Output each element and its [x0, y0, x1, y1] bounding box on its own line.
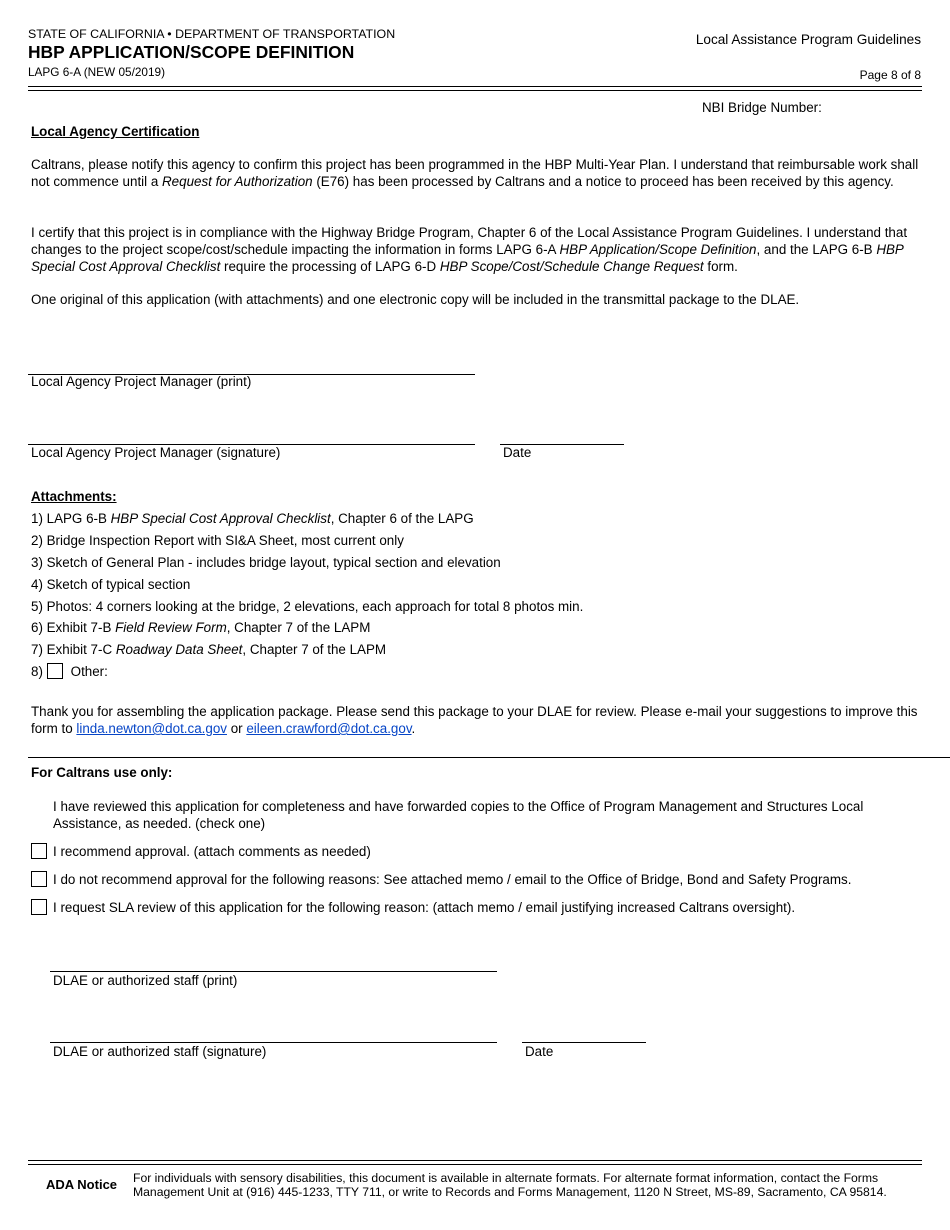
text-run: form.: [703, 259, 738, 274]
attachment-item: [31, 555, 501, 570]
text-run: (E76) has been processed by Caltrans and a notice to proceed has been received by this agency.: [312, 174, 894, 189]
form-title: HBP APPLICATION/SCOPE DEFINITION: [28, 42, 355, 62]
pm-date-label: Date: [503, 445, 532, 460]
thank-you-or: or: [226, 721, 247, 736]
thank-you-text: Thank you for assembling the application package. Please send this package to your DLAE for review. Please e-mail your suggestions to improve this form to: [31, 704, 918, 736]
italic-text-run: HBP Special Cost Approval Checklist: [110, 511, 331, 526]
pm-signature-label: Local Agency Project Manager (signature): [31, 445, 281, 460]
header-rule-top: [28, 86, 922, 87]
footer-rule-bottom: [28, 1164, 922, 1165]
text-run: , Chapter 6 of the LAPG: [330, 511, 474, 526]
other-number: 8): [31, 664, 43, 679]
text-run: require the processing of LAPG 6-D: [220, 259, 440, 274]
thank-you-end: .: [411, 721, 416, 736]
other-label: Other:: [70, 664, 108, 679]
do-not-recommend-checkbox[interactable]: [31, 871, 47, 887]
italic-text-run: Request for Authorization: [162, 174, 313, 189]
recommend-approval-checkbox[interactable]: [31, 843, 47, 859]
option-request-sla-review: [31, 899, 795, 915]
email-link-crawford[interactable]: eileen.crawford@dot.ca.gov: [246, 721, 412, 736]
certification-heading: Local Agency Certification: [31, 124, 200, 139]
review-statement: I have reviewed this application for completeness and have forwarded copies to the Office of Program Management and Structures Local Assistance, as needed. (check one): [53, 799, 864, 831]
option-label: I request SLA review of this application for the following reason: (attach memo / email justifying increased Caltrans oversight).: [53, 900, 796, 915]
italic-text-run: Field Review Form: [115, 620, 227, 635]
text-run: 7) Exhibit 7-C: [31, 642, 116, 657]
dlae-signature-line[interactable]: [50, 1042, 497, 1043]
italic-text-run: Roadway Data Sheet: [115, 642, 243, 657]
option-recommend-approval: [31, 843, 371, 859]
certification-paragraph-3: One original of this application (with attachments) and one electronic copy will be included in the transmittal package to the DLAE.: [31, 292, 800, 307]
text-run: 1) LAPG 6-B: [31, 511, 111, 526]
text-run: 3) Sketch of General Plan - includes bridge layout, typical section and elevation: [31, 555, 501, 570]
option-label: I recommend approval. (attach comments as needed): [53, 844, 371, 859]
dlae-print-line[interactable]: [50, 971, 497, 972]
attachment-item-other: [31, 663, 108, 679]
certification-paragraph-1: [31, 156, 923, 190]
caltrans-section-divider: [28, 757, 950, 758]
thank-you-paragraph: [31, 703, 923, 737]
text-run: , Chapter 7 of the LAPM: [226, 620, 371, 635]
attachment-item: [31, 511, 474, 526]
caltrans-use-heading: For Caltrans use only:: [31, 765, 173, 780]
ada-notice-text: For individuals with sensory disabilities, this document is available in alternate formats. For alternate format information, contact the Forms Management Unit at (916) 445-1233, TTY 711, or write to Records and Forms Management, 1120 N Street, MS-89, Sacramento, CA 95814.: [133, 1171, 887, 1199]
italic-text-run: HBP Application/Scope Definition: [559, 242, 757, 257]
footer-rule-top: [28, 1160, 922, 1161]
email-link-newton[interactable]: linda.newton@dot.ca.gov: [76, 721, 227, 736]
attachment-item: [31, 577, 190, 592]
text-run: 6) Exhibit 7-B: [31, 620, 116, 635]
text-run: 2) Bridge Inspection Report with SI&A Sheet, most current only: [31, 533, 404, 548]
attachment-item: [31, 599, 583, 614]
text-run: , Chapter 7 of the LAPM: [242, 642, 387, 657]
form-number: LAPG 6-A (NEW 05/2019): [28, 65, 166, 79]
dlae-date-line[interactable]: [522, 1042, 646, 1043]
option-do-not-recommend: [31, 871, 851, 887]
text-run: I certify that this project is in compliance with the Highway Bridge Program, Chapter 6 of the Local Assistance Program Guidelines. I understand that changes to the project scope/cost/schedule impacting the information in forms LAPG 6-A: [31, 225, 908, 257]
page-number: Page 8 of 8: [859, 68, 921, 82]
attachments-heading: Attachments:: [31, 489, 117, 504]
attachment-item: [31, 533, 404, 548]
text-run: , and the LAPG 6-B: [756, 242, 877, 257]
nbi-bridge-number-label: NBI Bridge Number:: [702, 100, 822, 115]
dlae-date-label: Date: [525, 1044, 554, 1059]
text-run: 4) Sketch of typical section: [31, 577, 191, 592]
dlae-print-label: DLAE or authorized staff (print): [53, 973, 238, 988]
attachment-item: [31, 642, 386, 657]
pm-print-label: Local Agency Project Manager (print): [31, 374, 252, 389]
request-sla-review-checkbox[interactable]: [31, 899, 47, 915]
text-run: Caltrans, please notify this agency to confirm this project has been programmed in the HBP Multi-Year Plan. I understand that reimbursable work shall not commence until a: [31, 157, 919, 189]
header-rule-bottom: [28, 90, 922, 91]
agency-name: STATE OF CALIFORNIA • DEPARTMENT OF TRANSPORTATION: [28, 27, 396, 41]
option-label: I do not recommend approval for the following reasons: See attached memo / email to the Office of Bridge, Bond and Safety Programs.: [53, 872, 852, 887]
certification-paragraph-2: [31, 224, 923, 275]
attachment-item: [31, 620, 370, 635]
text-run: 5) Photos: 4 corners looking at the bridge, 2 elevations, each approach for total 8 photos min.: [31, 599, 584, 614]
italic-text-run: HBP Special Cost Approval Checklist: [31, 242, 904, 274]
ada-notice-label: ADA Notice: [46, 1177, 118, 1192]
dlae-signature-label: DLAE or authorized staff (signature): [53, 1044, 267, 1059]
guidelines-title: Local Assistance Program Guidelines: [695, 32, 921, 47]
other-checkbox[interactable]: [47, 663, 63, 679]
italic-text-run: HBP Scope/Cost/Schedule Change Request: [439, 259, 704, 274]
